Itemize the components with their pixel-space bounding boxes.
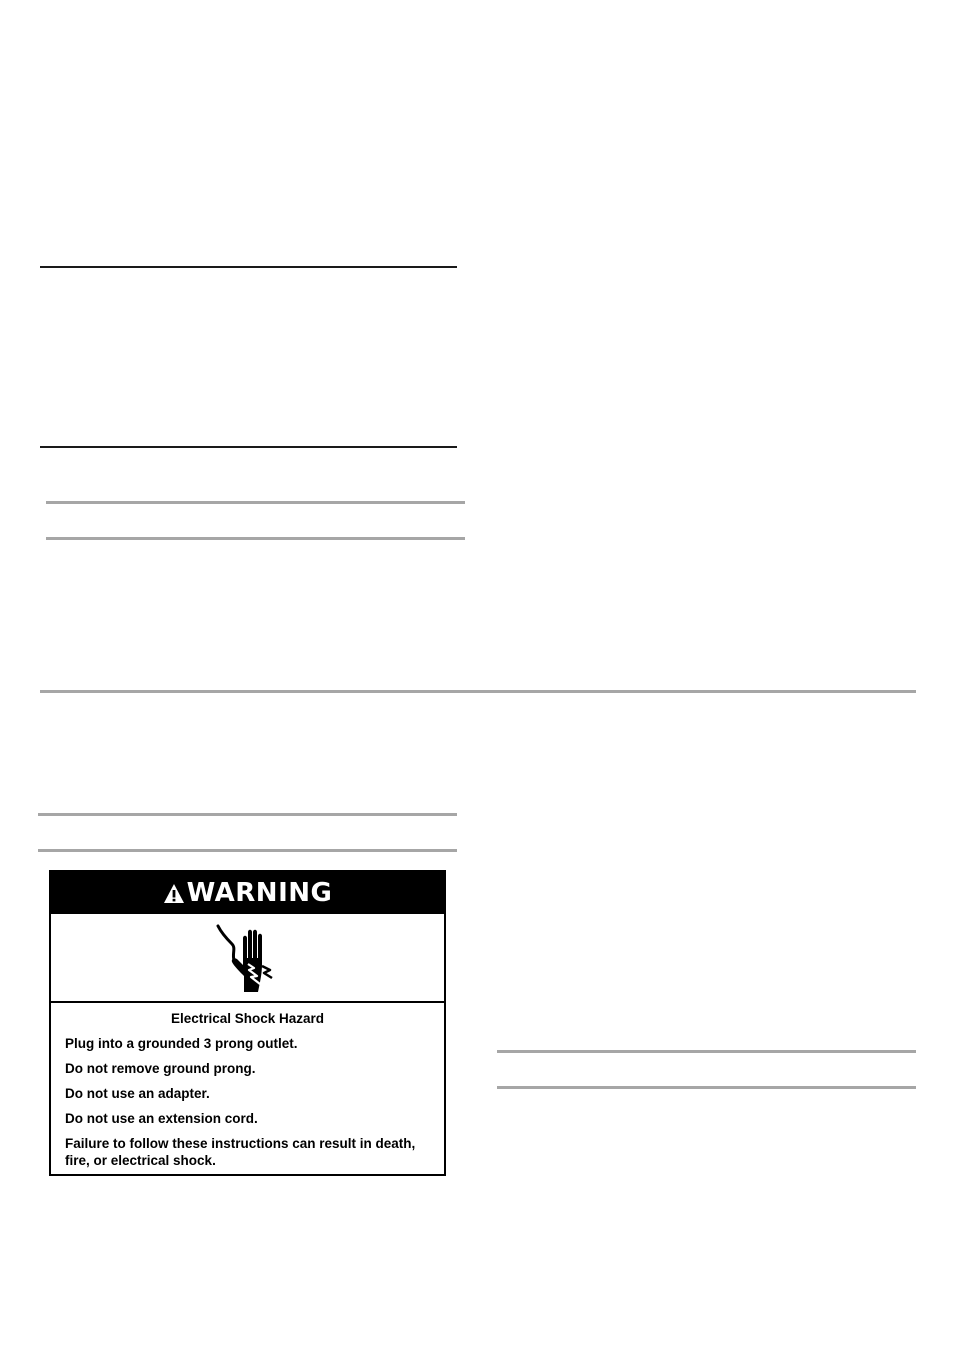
warning-header (51, 872, 444, 914)
signal-word: WARNING (186, 878, 333, 908)
subsection-rule-bottom-3 (497, 1086, 916, 1089)
subsection-rule-top-2 (38, 813, 457, 816)
section-rule-2 (40, 446, 457, 448)
instruction-extension-cord: Do not use an extension cord. (65, 1111, 258, 1126)
electrical-shock-hand-icon (212, 918, 284, 998)
page-divider (40, 690, 916, 693)
section-rule-1 (40, 266, 457, 268)
subsection-rule-bottom-1 (46, 537, 465, 540)
instruction-consequence: Failure to follow these instructions can result in death, fire, or electrical shock. (65, 1136, 416, 1168)
warning-triangle-icon (163, 883, 185, 905)
subsection-rule-top-1 (46, 501, 465, 504)
hazard-symbol-panel (51, 914, 444, 1003)
hazard-title: Electrical Shock Hazard (170, 1011, 325, 1026)
warning-label (49, 870, 446, 1176)
instruction-ground-prong: Do not remove ground prong. (65, 1061, 256, 1076)
warning-text-panel (51, 1003, 444, 1169)
instruction-adapter: Do not use an adapter. (65, 1086, 210, 1101)
subsection-rule-top-3 (497, 1050, 916, 1053)
subsection-rule-bottom-2 (38, 849, 457, 852)
instruction-grounded-outlet: Plug into a grounded 3 prong outlet. (65, 1036, 298, 1051)
